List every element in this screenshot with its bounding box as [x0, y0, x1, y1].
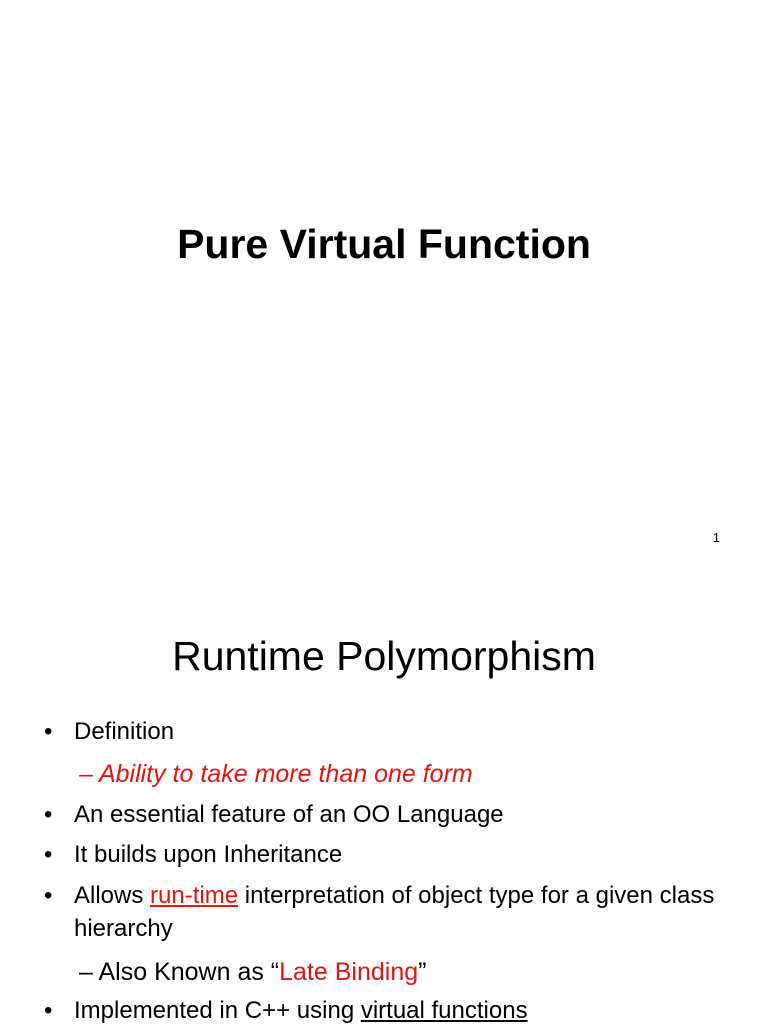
late-binding-highlight: Late Binding [279, 958, 419, 986]
bullet-essential [44, 800, 504, 830]
bullet-text [74, 879, 724, 945]
aka-suffix: ” [418, 958, 427, 986]
slide-1-title: Pure Virtual Function [177, 221, 591, 267]
bullet-text: It builds upon Inheritance [74, 841, 343, 868]
bullet-marker: • [44, 718, 53, 745]
bullet-text: Definition [74, 718, 175, 745]
bullet-inheritance [44, 840, 342, 870]
bullet-marker: • [44, 801, 53, 828]
aka-prefix: Also Known as “ [98, 958, 280, 986]
bullet-marker: • [44, 997, 53, 1024]
bullet-marker: • [44, 882, 53, 909]
bullet-text: An essential feature of an OO Language [74, 801, 504, 828]
run-time-link[interactable]: run-time [150, 882, 239, 909]
bullet-text-prefix: Implemented in C++ using [74, 997, 361, 1024]
sub-bullet-aka [79, 956, 426, 988]
bullet-text-suffix: interpretation of object type for a given class hierarchy [74, 882, 715, 942]
bullet-text-prefix: Allows [74, 882, 151, 909]
bullet-implemented [44, 996, 528, 1026]
slide-2-title: Runtime Polymorphism [172, 633, 596, 679]
page-number: 1 [712, 530, 720, 545]
dash-marker: – [79, 958, 93, 986]
bullet-definition [44, 717, 174, 747]
dash-marker: – [79, 760, 93, 788]
slide-2 [0, 576, 768, 1024]
bullet-allows [44, 879, 724, 945]
sub-bullet-text: Ability to take more than one form [98, 760, 473, 788]
virtual-functions-link[interactable]: virtual functions [360, 997, 528, 1024]
sub-bullet-definition [79, 758, 473, 790]
bullet-marker: • [44, 841, 53, 868]
